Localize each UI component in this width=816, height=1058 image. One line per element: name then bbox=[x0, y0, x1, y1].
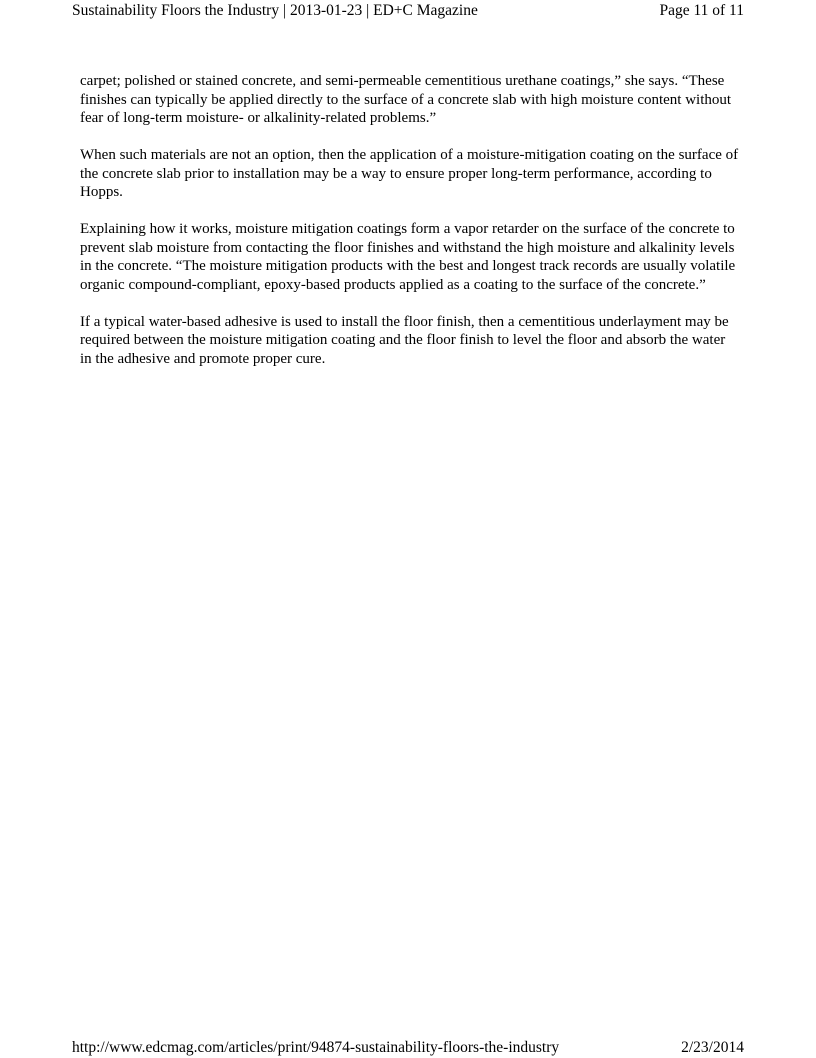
article-paragraph: When such materials are not an option, then the application of a moisture-mitigation coating on the surface of the concrete slab prior to installation may be a way to ensure proper long-term performance, according to Hopps. bbox=[80, 147, 739, 200]
article-body bbox=[80, 72, 740, 387]
document-title: Sustainability Floors the Industry | 2013-01-23 | ED+C Magazine bbox=[72, 2, 478, 19]
page-footer bbox=[72, 1038, 744, 1058]
article-paragraph: If a typical water-based adhesive is used to install the floor finish, then a cementitious underlayment may be required between the moisture mitigation coating and the floor finish to level the floor and absorb the water in the adhesive and promote proper cure. bbox=[80, 313, 729, 367]
article-paragraph: carpet; polished or stained concrete, and semi-permeable cementitious urethane coatings,” she says. “These finishes can typically be applied directly to the surface of a concrete slab with high moisture content without fear of long-term moisture- or alkalinity-related problems.” bbox=[80, 73, 732, 126]
article-paragraph: Explaining how it works, moisture mitigation coatings form a vapor retarder on the surface of the concrete to prevent slab moisture from contacting the floor finishes and withstand the high moisture and alkalinity levels in the concrete. “The moisture mitigation products with the best and longest track records are usually volatile organic compound-compliant, epoxy-based products applied as a coating to the surface of the concrete.” bbox=[80, 221, 736, 293]
footer-date: 2/23/2014 bbox=[681, 1039, 744, 1056]
page-number: Page 11 of 11 bbox=[659, 2, 744, 19]
page-header bbox=[72, 1, 744, 23]
footer-url[interactable]: http://www.edcmag.com/articles/print/94874-sustainability-floors-the-industry bbox=[72, 1039, 560, 1056]
